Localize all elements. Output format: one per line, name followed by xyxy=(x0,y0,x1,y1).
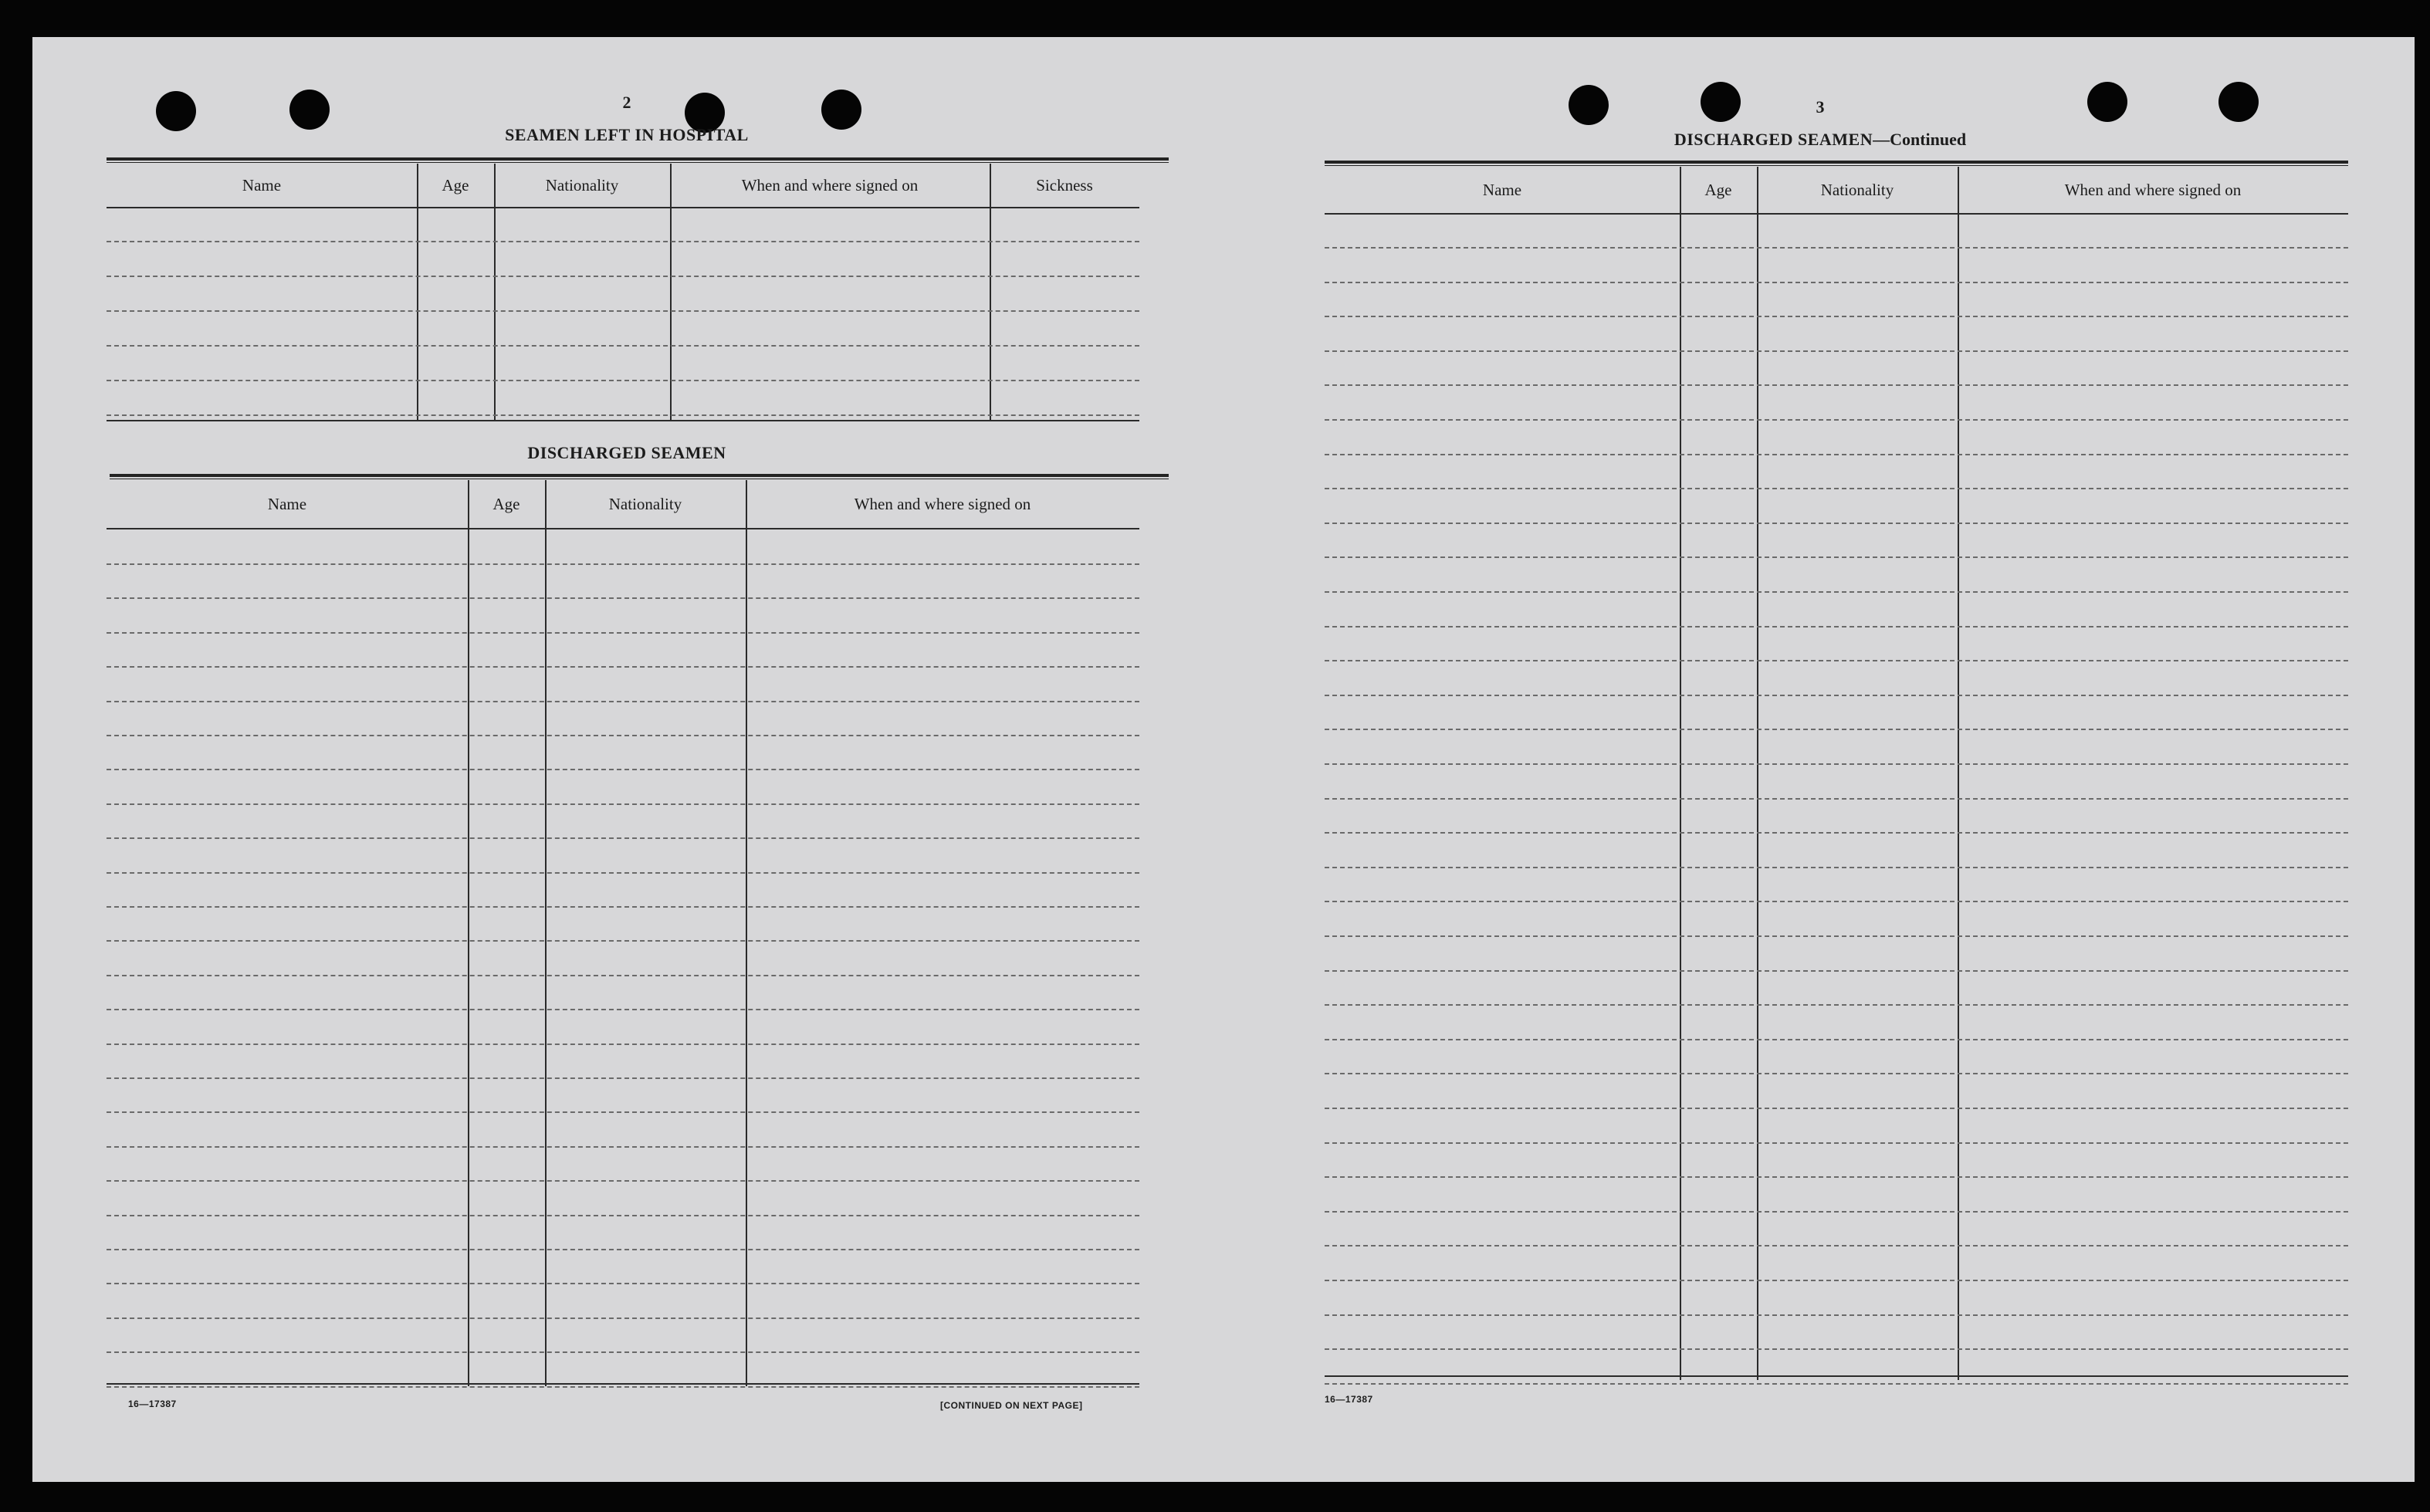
column-header-age: Age xyxy=(492,494,520,513)
column-divider xyxy=(417,164,418,421)
table-row xyxy=(1325,729,2348,730)
table-row xyxy=(1325,1348,2348,1350)
table-row xyxy=(1325,591,2348,593)
table-row xyxy=(107,414,1139,416)
column-header-name: Name xyxy=(242,175,282,194)
table-row xyxy=(1325,1004,2348,1006)
table-row xyxy=(1325,556,2348,558)
table-row xyxy=(107,1111,1139,1113)
table-row xyxy=(107,1386,1139,1388)
table-header xyxy=(107,480,1139,529)
column-divider xyxy=(1757,167,1758,1380)
column-header-signed-on: When and where signed on xyxy=(2064,180,2242,199)
table-bottom-rule xyxy=(107,1383,1139,1385)
table-row xyxy=(107,975,1139,976)
table-row xyxy=(107,241,1139,242)
table-row xyxy=(107,276,1139,277)
table-row xyxy=(107,563,1139,565)
form-number: 16—17387 xyxy=(128,1399,177,1409)
table-row xyxy=(1325,970,2348,972)
table-row xyxy=(107,1146,1139,1148)
column-divider xyxy=(1958,167,1959,1380)
table-row xyxy=(107,632,1139,634)
table-row xyxy=(1325,316,2348,317)
table-row xyxy=(107,666,1139,668)
table-row xyxy=(107,1351,1139,1353)
column-header-age: Age xyxy=(1704,180,1732,199)
table-row xyxy=(107,701,1139,702)
table-row xyxy=(1325,763,2348,765)
column-header-age: Age xyxy=(442,175,469,194)
table-row xyxy=(107,837,1139,839)
hospital-section-title: SEAMEN LEFT IN HOSPITAL xyxy=(505,125,749,144)
column-header-nationality: Nationality xyxy=(1820,180,1894,199)
column-header-nationality: Nationality xyxy=(545,175,619,194)
table-row xyxy=(107,906,1139,908)
discharged-continued-title xyxy=(1674,130,1966,150)
table-row xyxy=(1325,1245,2348,1246)
column-header-sickness: Sickness xyxy=(1036,175,1093,194)
column-header-signed-on: When and where signed on xyxy=(741,175,919,194)
form-number: 16—17387 xyxy=(1325,1394,1373,1405)
column-header-name: Name xyxy=(1482,180,1522,199)
table-header xyxy=(107,164,1139,208)
column-header-nationality: Nationality xyxy=(608,494,682,513)
table-row xyxy=(1325,282,2348,283)
table-row xyxy=(1325,454,2348,455)
table-bottom-rule xyxy=(107,420,1139,421)
table-row xyxy=(107,1318,1139,1319)
table-row xyxy=(107,769,1139,770)
column-divider xyxy=(1680,167,1681,1380)
table-row xyxy=(107,1044,1139,1045)
column-divider xyxy=(990,164,991,421)
column-header-signed-on: When and where signed on xyxy=(854,494,1031,513)
page-number: 2 xyxy=(622,93,631,112)
table-row xyxy=(1325,1176,2348,1178)
table-row xyxy=(1325,1108,2348,1109)
table-row xyxy=(107,1249,1139,1250)
table-row xyxy=(107,597,1139,599)
discharged-continued-table xyxy=(1325,167,2348,1380)
scanned-document xyxy=(32,37,2415,1482)
table-row xyxy=(1325,867,2348,868)
table-row xyxy=(107,872,1139,874)
punch-hole xyxy=(1701,82,1741,122)
punch-hole xyxy=(821,90,861,130)
table-row xyxy=(1325,1383,2348,1385)
section-title-main: DISCHARGED SEAMEN xyxy=(1674,130,1873,149)
table-row xyxy=(1325,419,2348,421)
table-row xyxy=(1325,247,2348,249)
punch-hole xyxy=(2218,82,2259,122)
punch-hole xyxy=(2087,82,2127,122)
column-divider xyxy=(670,164,672,421)
table-row xyxy=(1325,901,2348,902)
table-row xyxy=(107,345,1139,347)
table-row xyxy=(1325,798,2348,800)
table-row xyxy=(1325,488,2348,489)
punch-hole xyxy=(156,91,196,131)
table-row xyxy=(1325,1314,2348,1316)
table-row xyxy=(1325,1280,2348,1281)
table-header xyxy=(1325,167,2348,215)
section-title-suffix: —Continued xyxy=(1873,130,1967,149)
discharged-table xyxy=(107,480,1139,1386)
section-rule xyxy=(110,474,1169,479)
column-divider xyxy=(494,164,496,421)
column-header-name: Name xyxy=(267,494,307,513)
table-row xyxy=(1325,1039,2348,1040)
table-row xyxy=(1325,695,2348,696)
punch-hole xyxy=(1569,85,1609,125)
table-row xyxy=(1325,1073,2348,1074)
continued-note: [CONTINUED ON NEXT PAGE] xyxy=(940,1400,1083,1411)
table-row xyxy=(1325,523,2348,524)
section-rule xyxy=(1325,161,2348,166)
table-row xyxy=(1325,832,2348,834)
hospital-table xyxy=(107,164,1139,421)
table-row xyxy=(107,380,1139,381)
table-row xyxy=(107,1180,1139,1182)
section-rule xyxy=(107,157,1169,163)
table-row xyxy=(1325,384,2348,386)
page-number: 3 xyxy=(1816,97,1825,117)
table-row xyxy=(1325,660,2348,661)
table-row xyxy=(107,940,1139,942)
table-row xyxy=(107,1283,1139,1284)
table-bottom-rule xyxy=(1325,1375,2348,1377)
table-row xyxy=(107,1009,1139,1010)
table-row xyxy=(1325,935,2348,937)
left-page xyxy=(32,37,1221,1482)
table-row xyxy=(1325,1211,2348,1213)
table-row xyxy=(1325,626,2348,627)
table-row xyxy=(107,1077,1139,1079)
table-row xyxy=(107,1215,1139,1216)
punch-hole xyxy=(289,90,330,130)
table-row xyxy=(107,803,1139,805)
table-row xyxy=(1325,1142,2348,1144)
right-page xyxy=(1275,37,2415,1482)
table-row xyxy=(107,310,1139,312)
table-row xyxy=(1325,350,2348,352)
discharged-section-title: DISCHARGED SEAMEN xyxy=(527,443,726,462)
table-row xyxy=(107,735,1139,736)
